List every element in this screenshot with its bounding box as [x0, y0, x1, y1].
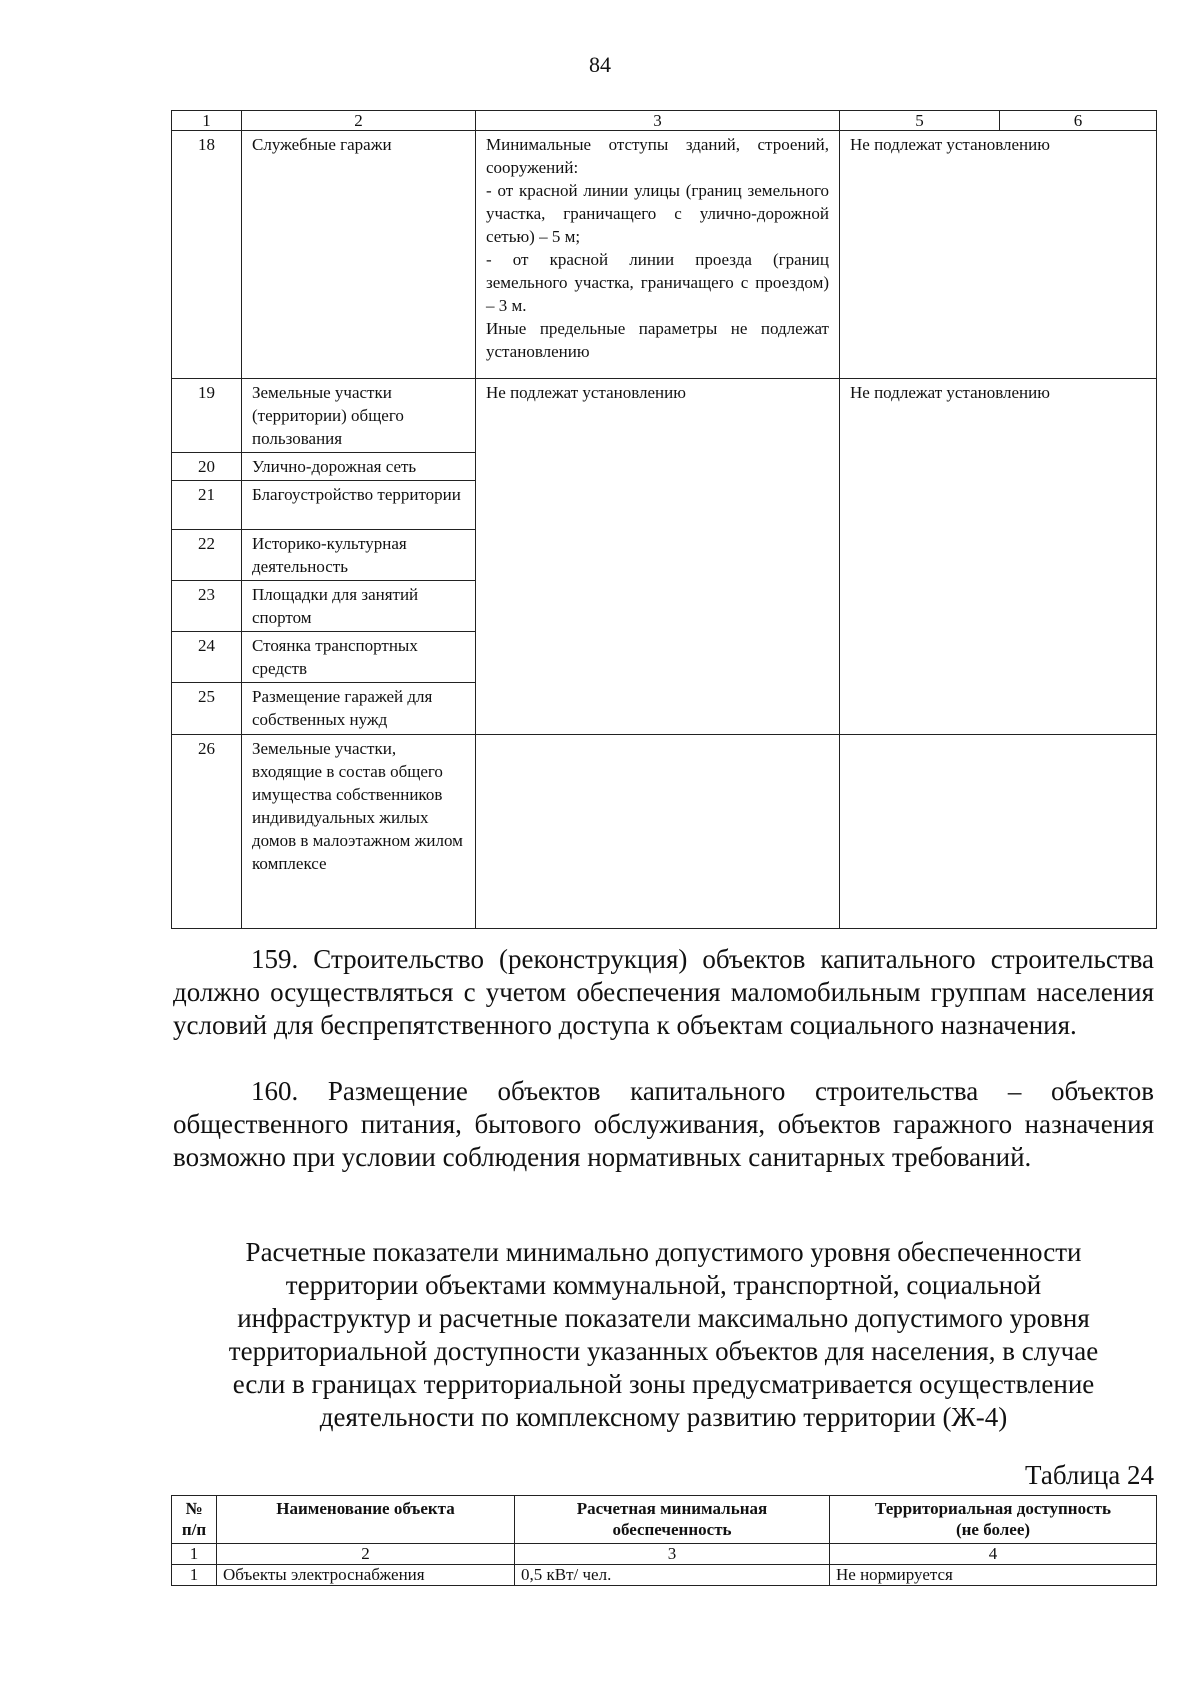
table-row: [172, 131, 1157, 379]
row-number: 19: [172, 379, 242, 453]
restrictions-cell: Не подлежат установлению: [840, 131, 1157, 379]
row-number: 21: [172, 481, 242, 530]
object-name: Благоустройство территории: [242, 481, 476, 530]
table-header-row: [172, 1496, 1157, 1544]
parameter-line: - от красной линии проезда (границ земельного участка, граничащего с проездом) – 3 м.: [486, 250, 829, 315]
header-line: (не более): [955, 1520, 1031, 1539]
header-access: [830, 1496, 1157, 1544]
row-number: 18: [172, 131, 242, 379]
row-number: 22: [172, 530, 242, 581]
restrictions-cell: [840, 735, 1157, 929]
parameters-cell: Не подлежат установлению: [476, 379, 840, 735]
header-provision: [515, 1496, 830, 1544]
indicators-table: [171, 1495, 1157, 1586]
table-row: [172, 1565, 1157, 1586]
header-cell: 3: [476, 111, 840, 131]
row-number: 24: [172, 632, 242, 683]
object-name: Историко-культурная деятельность: [242, 530, 476, 581]
row-number: 1: [172, 1565, 217, 1586]
zoning-parameters-table: [171, 110, 1157, 929]
header-cell: 1: [172, 111, 242, 131]
header-line: №: [185, 1499, 203, 1518]
table-index-row: [172, 1544, 1157, 1565]
table-header-row: [172, 111, 1157, 131]
object-name: Улично-дорожная сеть: [242, 453, 476, 481]
header-number: [172, 1496, 217, 1544]
object-name: Площадки для занятий спортом: [242, 581, 476, 632]
header-cell: 2: [242, 111, 476, 131]
object-name: Стоянка транспортных средств: [242, 632, 476, 683]
title-line: Расчетные показатели минимально допустимого уровня обеспеченности: [245, 1237, 1082, 1267]
title-line: деятельности по комплексному развитию территории (Ж-4): [319, 1402, 1008, 1432]
table-row: [172, 735, 1157, 929]
table-row: [172, 379, 1157, 453]
table-label: Таблица 24: [1025, 1460, 1154, 1490]
title-line: территории объектами коммунальной, транспортной, социальной: [285, 1270, 1042, 1300]
object-name: Земельные участки, входящие в состав общего имущества собственников индивидуальных жилых домов в малоэтажном жилом комплексе: [242, 735, 476, 929]
row-number: 25: [172, 683, 242, 735]
access-value: Не нормируется: [830, 1565, 1157, 1586]
object-name: Объекты электроснабжения: [217, 1565, 515, 1586]
index-cell: 2: [217, 1544, 515, 1565]
provision-value: 0,5 кВт/ чел.: [515, 1565, 830, 1586]
header-line: п/п: [181, 1520, 207, 1539]
index-cell: 4: [830, 1544, 1157, 1565]
object-name: Служебные гаражи: [242, 131, 476, 379]
paragraph-160: 160. Размещение объектов капитального строительства – объектов общественного питания, бытового обслуживания, объектов гаражного назначения возможно при условии соблюдения нормативных санитарных требований.: [173, 1076, 1154, 1172]
title-line: если в границах территориальной зоны предусматривается осуществление: [232, 1369, 1095, 1399]
object-name: Размещение гаражей для собственных нужд: [242, 683, 476, 735]
title-line: инфраструктур и расчетные показатели максимально допустимого уровня: [237, 1303, 1090, 1333]
page-number: 84: [589, 52, 611, 77]
paragraph-159: 159. Строительство (реконструкция) объектов капитального строительства должно осуществляться с учетом обеспечения маломобильным группам населения условий для беспрепятственного доступа к объектам социального назначения.: [173, 944, 1154, 1040]
parameter-line: Минимальные отступы зданий, строений, сооружений:: [486, 135, 829, 177]
section-title: [173, 1236, 1154, 1434]
header-cell: 6: [1000, 111, 1157, 131]
object-name: Земельные участки (территории) общего пользования: [242, 379, 476, 453]
parameter-line: - от красной линии улицы (границ земельного участка, граничащего с улично-дорожной сетью) – 5 м;: [486, 181, 829, 246]
header-line: обеспеченность: [612, 1520, 732, 1539]
header-line: Расчетная минимальная: [576, 1499, 768, 1518]
row-number: 23: [172, 581, 242, 632]
row-number: 20: [172, 453, 242, 481]
parameters-cell: [476, 131, 840, 379]
restrictions-cell: Не подлежат установлению: [840, 379, 1157, 735]
parameter-line: Иные предельные параметры не подлежат установлению: [486, 319, 829, 361]
header-cell: 5: [840, 111, 1000, 131]
index-cell: 1: [172, 1544, 217, 1565]
header-line: Территориальная доступность: [875, 1499, 1111, 1518]
header-name: Наименование объекта: [217, 1496, 515, 1544]
row-number: 26: [172, 735, 242, 929]
parameters-cell: [476, 735, 840, 929]
index-cell: 3: [515, 1544, 830, 1565]
title-line: территориальной доступности указанных объектов для населения, в случае: [228, 1336, 1099, 1366]
